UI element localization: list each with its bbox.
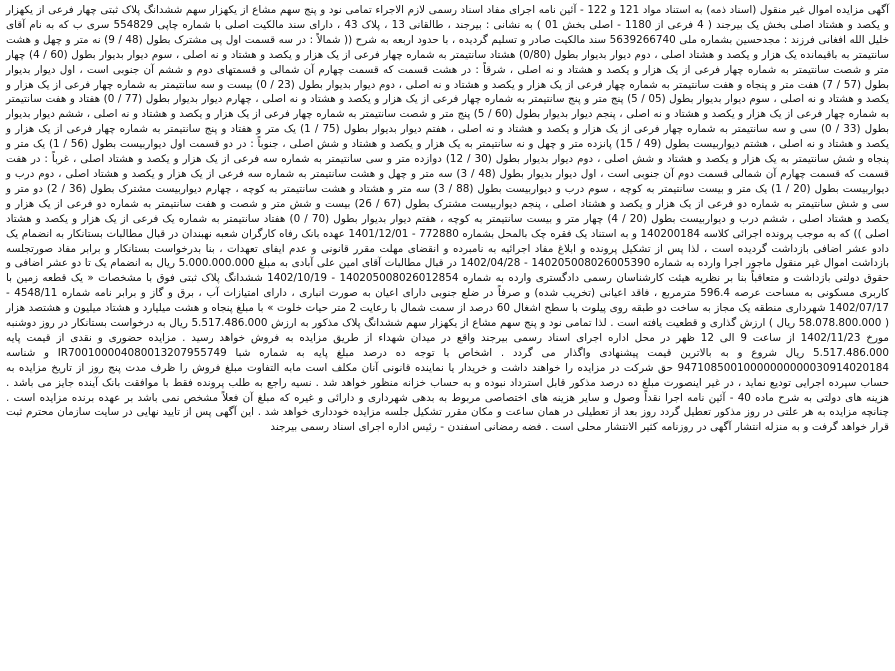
notice-body-text: آگهی مزایده اموال غیر منقول (اسناد ذمه) به استناد مواد 121 و 122 - آئین نامه اجرای مفاد اسناد رسمی لازم الاجراء تمامی نود و پنج سهم مشاع از یکهزار سهم ششدانگ پلاک ثبتی چهار فرعی از یکهزار و یکصد و هشتاد اصلی بخش یک بیرجند ( 4 فرعی از 1180 - اصلی بخش 01 ) به نشانی : بیرجند ، طالقانی 13 ، پلاک 43 ، دارای سند مالکیت اصلی با شماره چاپی 554829 سری ب که به نام آقای خلیل الله افغانی فرزند : مجدحسین بشماره ملی 5639266740 سند مالکیت صادر و تسلیم گردیده ، با حدود اربعه به شرح (( شمالاً : در سه قسمت اول پی مشترک بطول (48 / 9) نه متر و چهل و هشت سانتیمتر به باقیمانده یک هزار و یکصد و هشتاد اصلی ، دوم دیوار بدیوار بطول (0/80) هشتاد سانتیمتر به شماره چهار فرعی از یک هزار و یکصد و هشتاد و نه اصلی ، سوم دیوار بدیوار بطول (60 / 4) چهار متر و شصت سانتیمتر به شماره چهار فرعی از یک هزار و یکصد و هشتاد و نه اصلی ، شرقاً : در هشت قسمت که قسمت چهارم آن شمالی و قسمتهای دوم و ششم آن جنوبی است ، اول دیوار بدیوار بطول (57 / 7) هفت متر و پنجاه و هفت سانتیمتر به شماره چهار فرعی از یک هزار و یکصد و هشتاد و نه اصلی ، دوم دیوار بدیوار بطول (23 / 0) بیست و سه سانتیمتر به شماره چهار فرعی از یک هزار و یکصد و هشتاد و نه اصلی ، سوم دیوار بدیوار بطول (05 / 5) پنج متر و پنج سانتیمتر به شماره چهار فرعی از یک هزار و یکصد و هشتاد و نه اصلی ، چهارم دیوار بدیوار بطول (77 / 0) هفتاد و هفت سانتیمتر به شماره چهار فرعی از یک هزار و یکصد و هشتاد و نه اصلی ، پنجم دیوار بدیوار بطول (60 / 5) پنج متر و شصت سانتیمتر به شماره چهار فرعی از یک هزار و یکصد و هشتاد و نه اصلی ، ششم دیوار بدیوار بطول (33 / 0) سی و سه سانتیمتر به شماره چهار فرعی از یک هزار و یکصد و هشتاد و نه اصلی ، هفتم دیوار بدیوار بطول (75 / 1) یک متر و هفتاد و پنج سانتیمتر به شماره چهار فرعی از یک هزار و یکصد و هشتاد و نه اصلی ، هشتم دیواربیست بطول (49 / 15) پانزده متر و چهل و نه سانتیمتر به یک هزار و یکصد و هشتاد و شش اصلی ، جنوباً : در دو قسمت اول دیواربیست بطول (56 / 1) یک متر و پنجاه و شش سانتیمتر به یک هزار و یکصد و هشتاد و شش اصلی ، دوم دیوار بدیوار بطول (30 / 12) دوازده متر و سی سانتیمتر به شماره سه فرعی از یک هزار و یکصد و هشتاد اصلی ، غرباً : در هفت قسمت که قسمت چهارم آن شمالی قسمت دوم آن جنوبی است ، اول دیوار بدیوار بطول (48 / 3) سه متر و چهل و هشت سانتیمتر به شماره سه فرعی از یک هزار و یکصد و هشتاد اصلی ، دوم درب و دیواربیست بطول (20 / 1) یک متر و بیست سانتیمتر به کوچه ، سوم درب و دیواربیست بطول (88 / 3) سه متر و هشتاد و هشت سانتیمتر به کوچه ، چهارم دیواربیست مشترک بطول (36 / 2) دو متر و سی و شش سانتیمتر به شماره دو فرعی از یک هزار و یکصد و هشتاد اصلی ، پنجم دیواربیست مشترک بطول (67 / 26) بیست و شش متر و شصت و هفت سانتیمتر به شماره دو فرعی از یک هزار و یکصد و هشتاد اصلی ، ششم درب و دیواربیست بطول (20 / 4) چهار متر و بیست سانتیمتر به کوچه ، هفتم دیوار بدیوار بطول (70 / 0) هفتاد سانتیمتر به شماره یک فرعی از یک هزار و یکصد و هشتاد اصلی )) که به موجب پرونده اجرائی کلاسه 140200184 و به استناد یک فقره چک بالمحل بشماره 772880 - 1401/12/01 عهده بانک رفاه کارگران شعبه نهبندان در قبال مطالبات بستانکار به انضمام یک دادو عشر اضافی بازداشت گردیده است ، لذا پس از تشکیل پرونده و ابلاغ مفاد اجرائیه به نامبرده و انقضای مهلت مقرر قانونی و عدم ایفای تعهدات ، بنا بدرخواست بستانکار و برابر مفاد صورتجلسه بازداشت اموال غیر منقول ماجور اجرا وارده به شماره 140205008026005390 - 1402/04/28 در قبال مطالبات آقای امین علی آبادی به مبلغ 5.000.000.000 ریال به انضمام یک تا دو عشر اضافی و حقوق دولتی بازداشت و متعاقباً بنا بر نظریه هیئت کارشناسان رسمی دادگستری وارده به شماره 140205008026012854 - 1402/10/19 ششدانگ پلاک ثبتی فوق با مشخصات « یک قطعه زمین با کاربری مسکونی به مساحت عرصه 596.4 مترمربع ، فاقد اعیانی (تخریب شده) و صرفاً در ضلع جنوبی دارای اعیان به صورت انباری ، دارای امتیازات آب ، برق و گاز و برابر نامه شماره 4548/11 - 1402/07/17 شهرداری منطقه یک مجاز به ساخت دو طبقه روی پیلوت با سطح اشغال 60 درصد از سمت شمال با رعایت 2 متر حیات خلوت » با مبلغ پنجاه و هشت میلیارد و هشتاد میلیون و هشتصد هزار ( 58.078.800.000 ریال ) ارزش گذاری و قطعیت یافته است . لذا تمامی نود و پنج سهم مشاع از یکهزار سهم ششدانگ پلاک مذکور به ارزش 5.517.486.000 ریال به درخواست بستانکار در روز دوشنبه مورخ 1402/11/23 از ساعت 9 الی 12 ظهر در محل اداره اجرای اسناد رسمی بیرجند واقع در میدان شهداء از طریق مزایده به فروش خواهد رسید . مزایده حضوری و نقدی از قیمت پایه 5.517.486.000 ریال شروع و به بالاترین قیمت پیشنهادی واگذار می گردد . اشخاص با توجه ده درصد مبلغ پایه به شماره شبا IR700100004080013207955749 و شناسه 94710850010000000000030914020184 حق شرکت در مزایده را خواهند داشت و خریدار یا نماینده قانونی آنان مکلف است مابه التفاوت مبلغ فروش را ظرف مدت پنج روز از تاریخ مزایده به حساب سپرده اجرایی تودیع نماید ، در غیر اینصورت مبلغ ده درصد مذکور قابل استرداد نبوده و به حساب خزانه منظور خواهد شد . نسیه راجع به طلب پرونده فقط با موافقت بانک آینده جایز می باشد . هزینه های دولتی به شرح ماده 40 - آئین نامه اجرا نقداً وصول و سایر هزینه های اختصاصی مربوط به بدهی شهرداری و دارائی و غیره که مبلغ آن فعلاً مشخص نمی باشد بر عهده برنده مزایده است . چنانچه مزایده به هر علتی در روز مذکور تعطیل گردد روز بعد از تعطیلی در همان ساعت و مکان مقرر تشکیل جلسه مزایده خودداری خواهد شد . این آگهی پس از تایید نهایی در سایت سازمان محترم ثبت قرار خواهد گرفت و به منزله انتشار آگهی در روزنامه کثیر الانتشار محلی است . فضه رمضانی اسفندن - رئیس اداره اجرای اسناد رسمی بیرجند	[6, 4, 890, 434]
